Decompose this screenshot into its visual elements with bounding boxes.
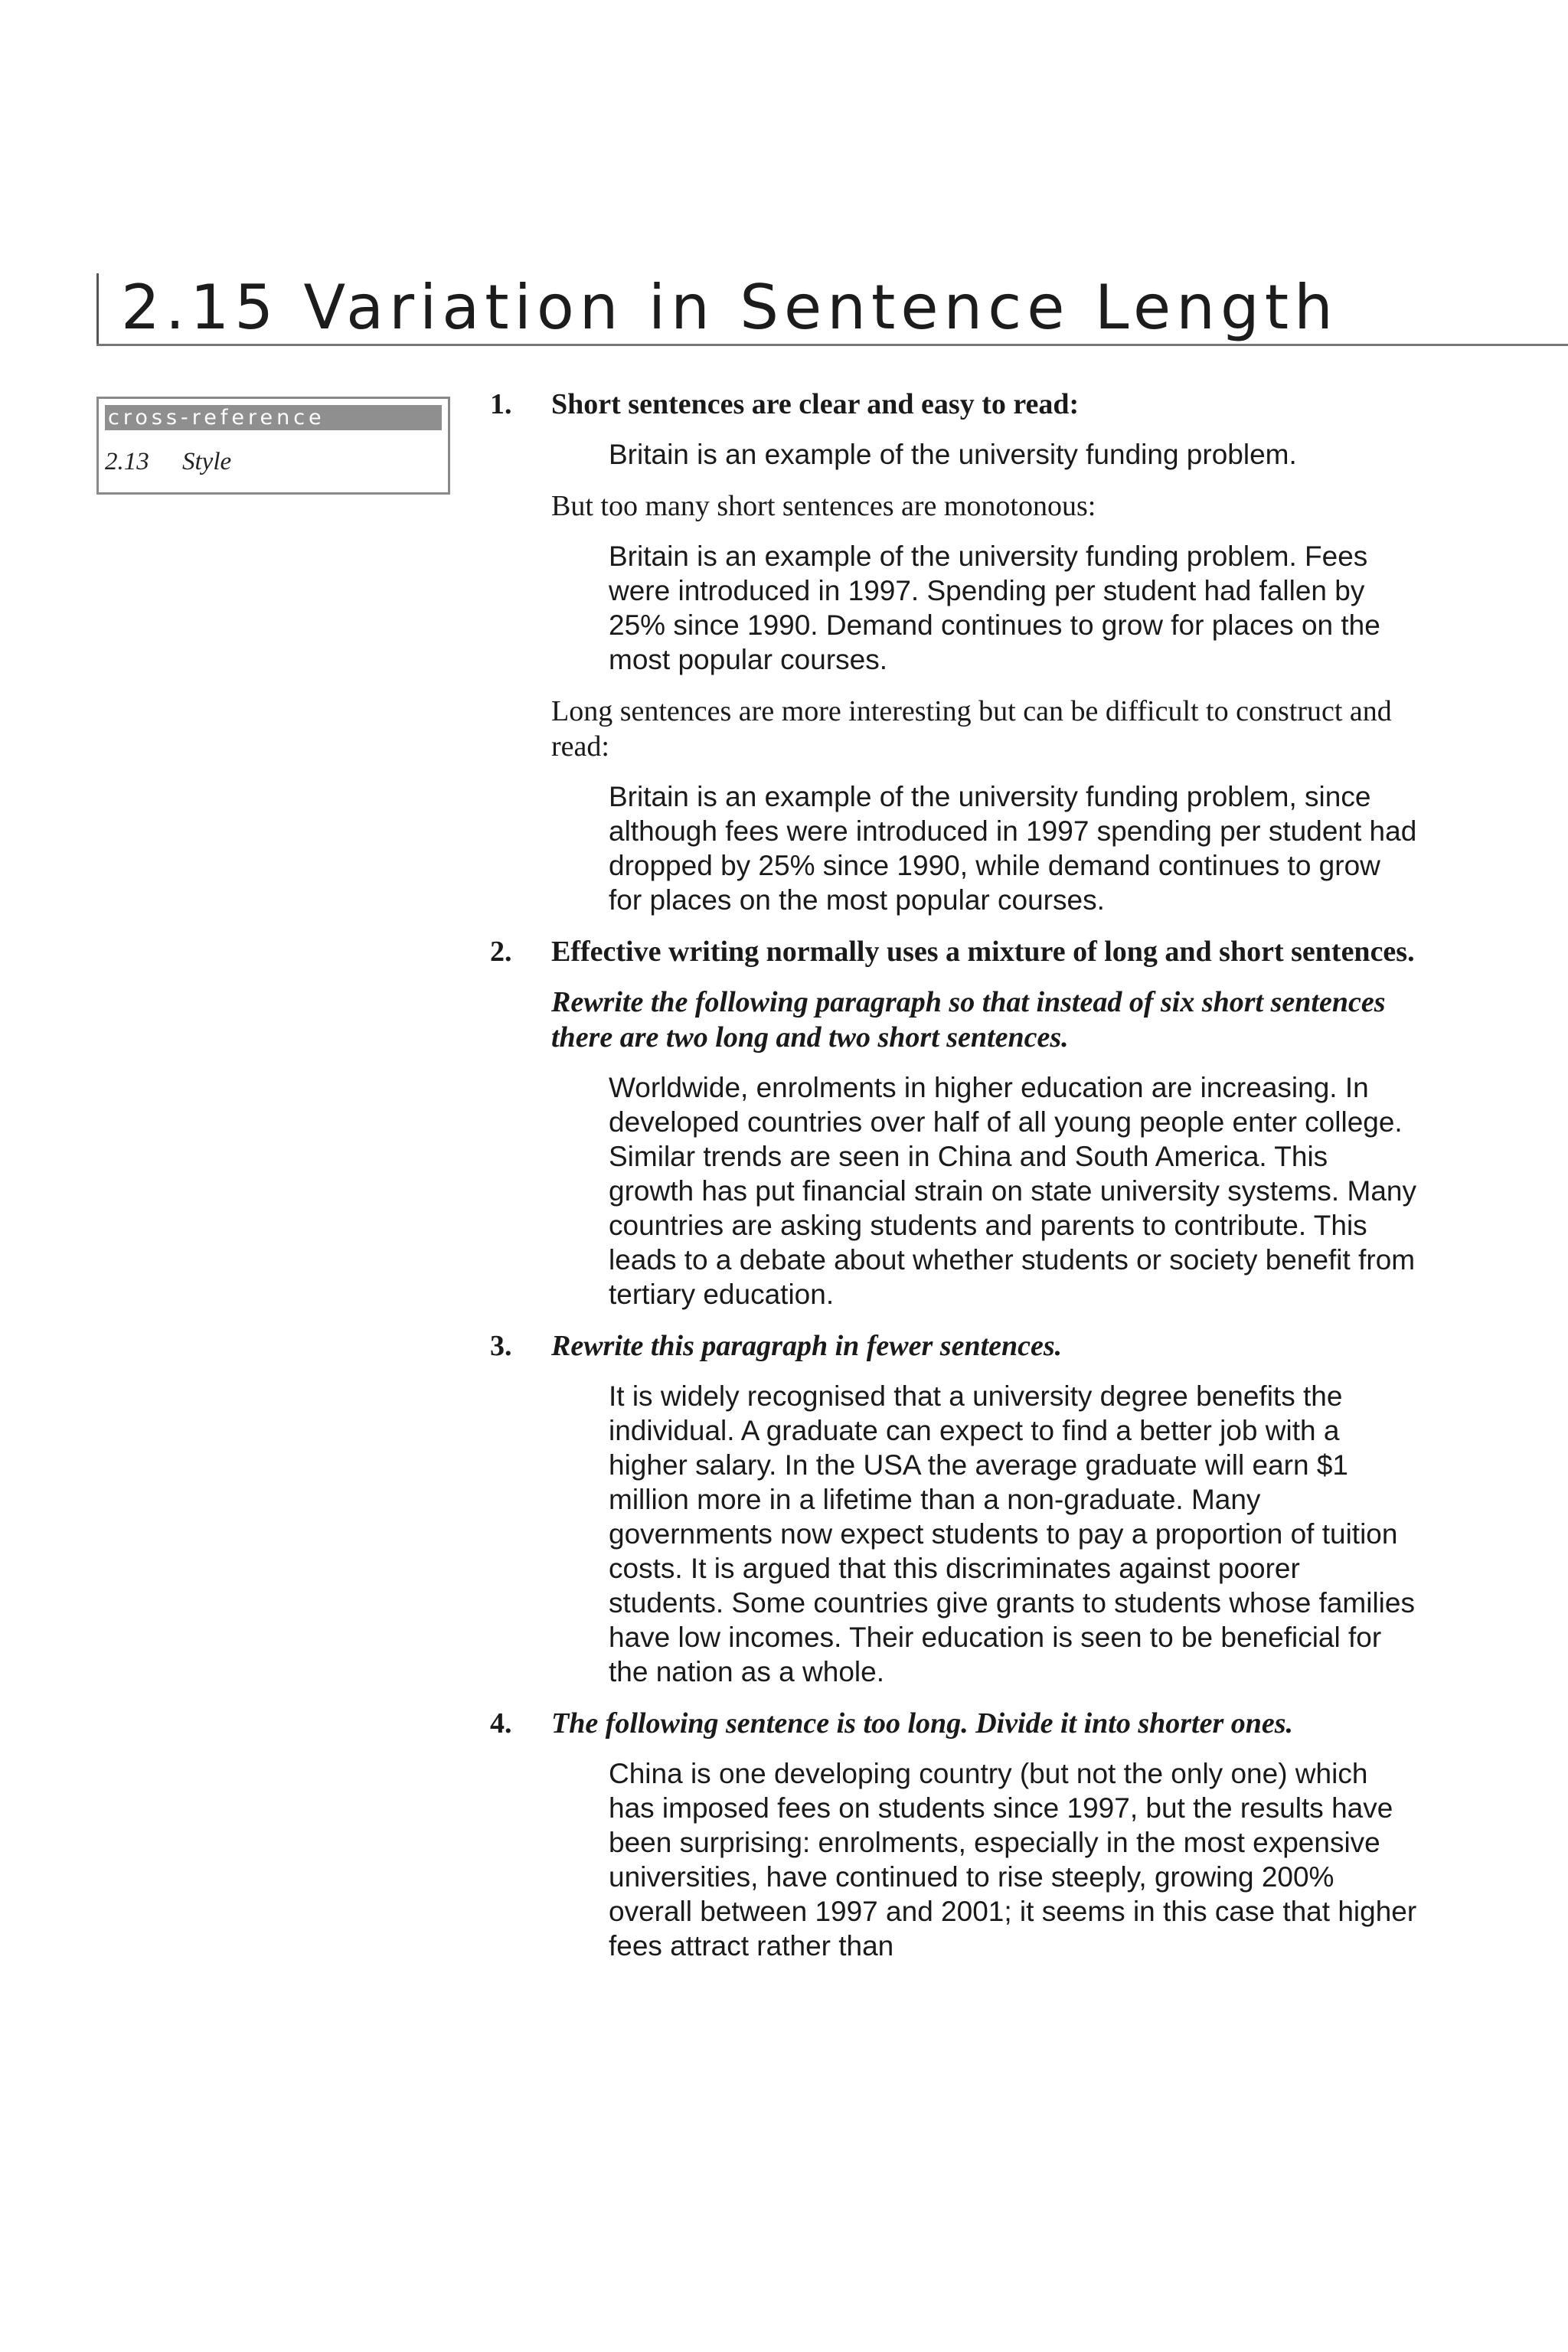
prose-text: But too many short sentences are monotonous:	[551, 490, 1096, 522]
cross-reference-box	[96, 397, 450, 495]
item-4-heading	[490, 1706, 1485, 1741]
prose-text: Long sentences are more interesting but can be difficult to construct and read:	[551, 695, 1392, 763]
example-text: It is widely recognised that a university degree benefits the individual. A graduate can expect to find a better job with a higher salary. In the USA the average graduate will earn $1 million more in a lifetime than a non-graduate. Many governments now expect students to pay a proportion of tuition costs. It is argued that this discriminates against poorer students. Some countries give grants to students whose families have low incomes. Their education is seen to be beneficial for the nation as a whole.	[609, 1380, 1415, 1687]
example-text: Britain is an example of the university funding problem. Fees were introduced in 1997. Spending per student had fallen by 25% since 1990. Demand continues to grow for places on the most popular courses.	[609, 541, 1380, 675]
item-1-heading	[490, 387, 1485, 422]
cross-reference-label: cross-reference	[105, 405, 442, 430]
header-vertical-rule	[96, 273, 99, 346]
item-number: 4.	[490, 1707, 512, 1740]
item-heading-text: Short sentences are clear and easy to read:	[551, 388, 1080, 420]
item-heading-text: The following sentence is too long. Divide it into shorter ones.	[551, 1707, 1294, 1740]
item-2-heading	[490, 934, 1485, 969]
item-number: 1.	[490, 388, 512, 420]
example-text: Britain is an example of the university funding problem.	[609, 439, 1297, 470]
cross-reference-title: Style	[182, 448, 232, 475]
header-horizontal-rule	[96, 344, 1568, 346]
cross-reference-number: 2.13	[105, 448, 149, 475]
item-3-heading	[490, 1328, 1485, 1364]
item-heading-text: Effective writing normally uses a mixture of long and short sentences.	[551, 936, 1415, 968]
instruction-text: Rewrite the following paragraph so that instead of six short sentences there are two long and two short sentences.	[551, 986, 1386, 1054]
item-number: 2.	[490, 936, 512, 968]
cross-reference-entry[interactable]	[105, 448, 231, 476]
item-heading-text: Rewrite this paragraph in fewer sentences.	[551, 1330, 1063, 1362]
item-number: 3.	[490, 1330, 512, 1362]
main-content	[490, 387, 1485, 1980]
example-text: China is one developing country (but not the only one) which has imposed fees on students since 1997, but the results have been surprising: enrolments, especially in the most expensive universities, have continued to rise steeply, growing 200% overall between 1997 and 2001; it seems in this case that higher fees attract rather than	[609, 1758, 1417, 1962]
example-text: Worldwide, enrolments in higher education are increasing. In developed countries over half of all young people enter college. Similar trends are seen in China and South America. This growth has put financial strain on state university systems. Many countries are asking students and parents to contribute. This leads to a debate about whether students or society benefit from tertiary education.	[609, 1072, 1416, 1310]
example-text: Britain is an example of the university funding problem, since although fees were introduced in 1997 spending per student had dropped by 25% since 1990, while demand continues to grow for places on the most popular courses.	[609, 781, 1417, 916]
section-title: 2.15 Variation in Sentence Length	[121, 272, 1338, 343]
